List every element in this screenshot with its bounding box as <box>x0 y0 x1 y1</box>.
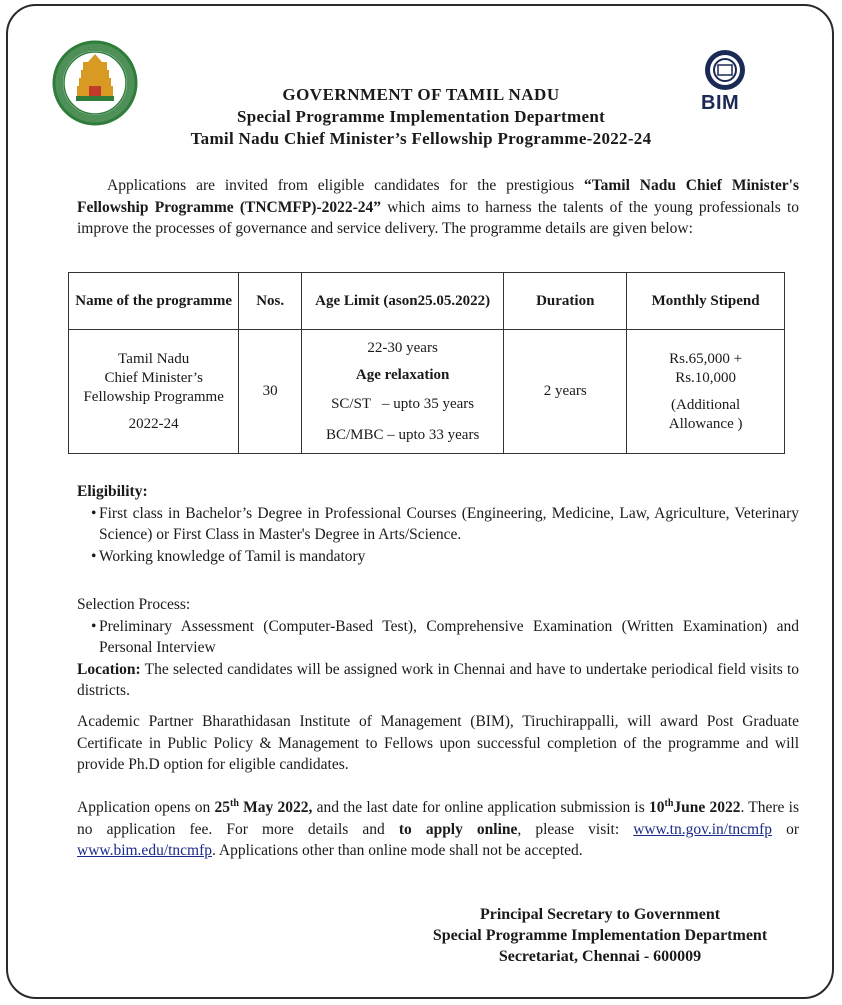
cell-duration: 2 years <box>504 330 627 454</box>
selection-title: Selection Process: <box>77 596 191 613</box>
academic-paragraph: Academic Partner Bharathidasan Institute of Management (BIM), Tiruchirappalli, will award Post Graduate Certificate in Public Policy & Management to Fellows upon successful completion of the programme and will provide Ph.D option for eligible candidates. <box>77 713 799 773</box>
cell-stipend: Rs.65,000 + Rs.10,000 (Additional Allowance ) <box>627 330 785 454</box>
govt-title: GOVERNMENT OF TAMIL NADU <box>282 85 560 104</box>
header-nos: Nos. <box>239 273 302 330</box>
location-paragraph: Location: The selected candidates will be assigned work in Chennai and have to undertake periodical field visits to districts. <box>77 660 799 699</box>
table-row <box>69 330 785 454</box>
cell-programme-name: Tamil Nadu Chief Minister’s Fellowship Programme 2022-24 <box>69 330 239 454</box>
list-item: • First class in Bachelor’s Degree in Professional Courses (Engineering, Medicine, Law, Agriculture, Veterinary Science) or First Class in Master's Degree in Arts/Science. <box>77 503 799 546</box>
eligibility-section <box>77 481 799 567</box>
list-item: • Preliminary Assessment (Computer-Based Test), Comprehensive Examination (Written Examination) and Personal Interview <box>77 616 799 659</box>
bim-link[interactable]: www.bim.edu/tncmfp <box>77 842 213 859</box>
header-stipend: Monthly Stipend <box>627 273 785 330</box>
header-programme: Name of the programme <box>69 273 239 330</box>
list-item: • Working knowledge of Tamil is mandatory <box>77 546 799 568</box>
header-age-limit: Age Limit (ason25.05.2022) <box>301 273 503 330</box>
bim-logo-text: BIM <box>701 92 740 114</box>
department-title: Special Programme Implementation Department <box>236 107 606 126</box>
programme-title: Tamil Nadu Chief Minister’s Fellowship Programme-2022-24 <box>190 129 652 148</box>
eligibility-title: Eligibility: <box>77 483 148 500</box>
programme-details-table <box>68 272 785 454</box>
signatory-department: Special Programme Implementation Department <box>432 927 768 944</box>
cell-age-limit: 22-30 years Age relaxation SC/ST – upto 35 years BC/MBC – upto 33 years <box>301 330 503 454</box>
signatory-address: Secretariat, Chennai - 600009 <box>498 948 702 965</box>
intro-paragraph: Applications are invited from eligible candidates for the prestigious “Tamil Nadu Chief Minister's Fellowship Programme (TNCMFP)-2022-24” which aims to harness the talents of the young professionals to improve the processes of governance and service delivery. The programme details are given below: <box>77 177 799 237</box>
selection-section <box>77 594 799 702</box>
tn-gov-link[interactable]: www.tn.gov.in/tncmfp <box>633 820 773 838</box>
header-duration: Duration <box>504 273 627 330</box>
table-header-row <box>69 273 785 330</box>
signatory-title: Principal Secretary to Government <box>479 906 721 923</box>
application-paragraph: Application opens on 25th May 2022, and the last date for online application submission is 10thJune 2022. There is no application fee. For more details and to apply online, please visit: www.tn.gov.in/tncmfp or www.bim.edu/tncmfp. Applications other than online mode shall not be accepted. <box>77 797 799 859</box>
cell-nos: 30 <box>239 330 302 454</box>
